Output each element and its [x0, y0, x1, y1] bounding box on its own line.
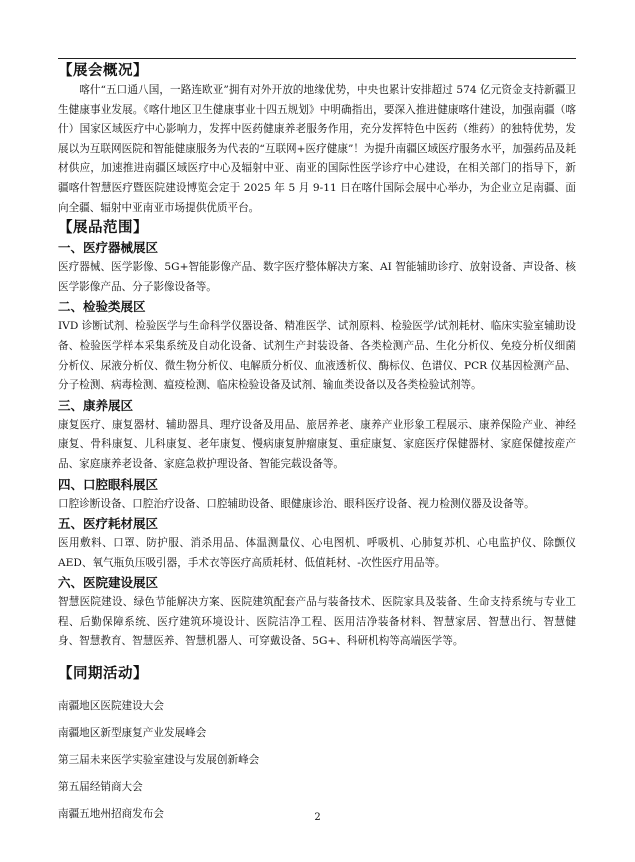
- zone-text-hospital-construction: 智慧医院建设、绿色节能解决方案、医院建筑配套产品与装备技术、医院家具及装备、生命支持系统与专业工程、后勤保障系统、医疗建筑环境设计、医院洁净工程、医用洁净装备材料、智慧家居、智慧出行、智慧健身、智慧教育、智慧医养、智慧机器人、可穿戴设备、5G+、科研机构等高端医学等。: [58, 596, 576, 648]
- zone-text-rehab: 康复医疗、康复器材、辅助器具、理疗设备及用品、旅居养老、康养产业形象工程展示、康养保险产业、神经康复、骨科康复、儿科康复、老年康复、慢病康复肿瘤康复、重症康复、家庭医疗保健器材、家庭保健按産产品、家庭康养老设备、家庭急救护理设备、智能完载设备等。: [58, 418, 576, 470]
- overview-paragraph: 喀什“五口通八国，一路连欧亚”拥有对外开放的地缘优势，中央也累计安排超过 574 亿元资金支持新疆卫生健康事业发展。《喀什地区卫生健康事业十四五规划》中明确指出，要深入推进健康喀什建设，加强南疆（喀什）国家区域医疗中心影响力，发挥中医药健康养老服务作用，充分发挥特色中医药（维药）的独特优势，发展以为互联网医院和智能健康服务为代表的“互联网+医疗健康”！为提升南疆区域医疗服务水平，加强药品及耗材供应，加速推进南疆区域医疗中心及辐射中亚、南亚的国际性医学诊疗中心建设，在相关部门的指导下，新疆喀什智慧医疗暨医院建设博览会定于 2025 年 5 月 9-11 日在喀什国际会展中心举办，为企业立足南疆、面向全疆、辐射中亚南亚市场提供优质平台。: [58, 84, 576, 214]
- overview-heading: 【展会概况】: [58, 62, 148, 79]
- page-number: 2: [314, 812, 321, 823]
- zone-heading-consumables: 五、医疗耗材展区: [58, 516, 159, 532]
- zone-text-medical-devices: 医疗器械、医学影像、5G+智能影像产品、数字医疗整体解决方案、AI 智能辅助诊疗、放射设备、声设备、核医学影像产品、分子影像设备等。: [58, 261, 576, 293]
- zone-text-dental-eye: 口腔诊断设备、口腔治疗设备、口腔辅助设备、眼健康诊治、眼科医疗设备、视力检测仪器及设备等。: [58, 497, 535, 510]
- zone-text-consumables: 医用敷料、口罩、防护服、消杀用品、体温测量仪、心电图机、呼吸机、心肺复苏机、心电监护仪、除颤仪 AED、氧气瓶负压吸引器，手术衣等医疗高质耗材、低值耗材、-次性医疗用品等。: [58, 537, 576, 569]
- activity-item: 南疆地区医院建设大会: [58, 700, 164, 713]
- page-content: [58, 61, 576, 822]
- zone-text-laboratory: IVD 诊断试剂、检验医学与生命科学仪器设备、精准医学、试剂原料、检验医学/试剂耗材、临床实验室辅助设备、检验医学样本采集系统及自动化设备、试剂生产封装设备、各类检测产品、生化分析仪、免疫分析仪细菌分析仪、尿液分析仪、微生物分析仪、电解质分析仪、血液透析仪、酶标仪、色谱仪、PCR 仪基因检测产品、分子检测、病毒检测、瘟疫检测、临床检验设备及试剂、输血类设备以及各类检验试剂等。: [58, 320, 576, 392]
- activities-heading: 【同期活动】: [58, 665, 148, 683]
- scope-heading: 【展品范围】: [58, 219, 148, 237]
- zone-heading-laboratory: 二、检验类展区: [58, 299, 146, 315]
- zone-heading-hospital-construction: 六、医院建设展区: [58, 575, 159, 591]
- zone-heading-medical-devices: 一、医疗器械展区: [58, 240, 159, 256]
- header-rule: [58, 58, 576, 59]
- zone-heading-dental-eye: 四、口腔眼科展区: [58, 476, 159, 492]
- activity-item: 南疆五地州招商发布会: [58, 808, 164, 821]
- activity-item: 南疆地区新型康复产业发展峰会: [58, 727, 207, 740]
- activity-item: 第五届经销商大会: [58, 781, 143, 794]
- activity-item: 第三届未来医学实验室建设与发展创新峰会: [58, 754, 260, 767]
- zone-heading-rehab: 三、康养展区: [58, 397, 134, 413]
